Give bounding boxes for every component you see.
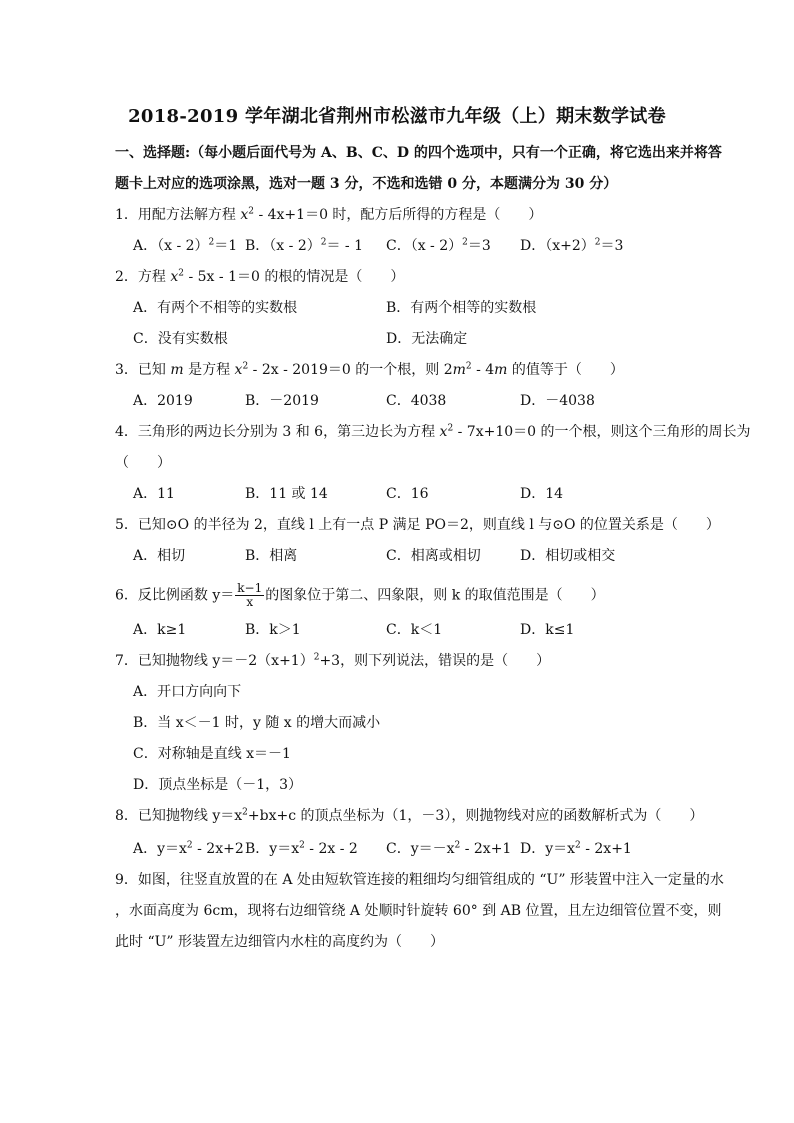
question-9-line1: 9．如图，往竖直放置的在 A 处由短软管连接的粗细均匀细管组成的 “U” 形装置中注入一定量的水	[115, 872, 724, 888]
q5-option-d: D．相切或相交	[520, 548, 616, 564]
q8-option-d: D．$y=x^2 - 2x+1$	[520, 840, 632, 857]
q2-option-b: B．有两个相等的实数根	[386, 300, 537, 316]
q2-option-a: A．有两个不相等的实数根	[133, 300, 298, 316]
q4-option-a: A．11	[133, 486, 175, 502]
question-1: 1．用配方法解方程 $x^2 - 4x+1=0$ 时，配方后所得的方程是（ ）	[115, 206, 543, 223]
q4-option-b: B．11 或 14	[245, 486, 328, 502]
page-title: 2018-2019 学年湖北省荆州市松滋市九年级（上）期末数学试卷	[128, 106, 666, 127]
q7-option-a: A．开口方向向下	[133, 684, 242, 700]
q7-option-c: C．对称轴是直线 x＝－1	[133, 746, 291, 762]
q6-option-c: C．k＜1	[386, 622, 443, 638]
q5-option-c: C．相离或相切	[386, 548, 481, 564]
q7-option-b: B．当 x＜－1 时，y 随 x 的增大而减小	[133, 715, 381, 731]
q1-option-a: A．（x - 2）$^2$＝1	[133, 237, 238, 254]
section-instructions-line1: 一、选择题:（每小题后面代号为 A、B、C、D 的四个选项中，只有一个正确，将它选出来并将答	[115, 145, 722, 161]
question-4-continuation: （ ）	[115, 455, 171, 471]
q2-option-d: D．无法确定	[386, 331, 468, 347]
q1-option-d: D．$(x+2)^2=3$	[520, 237, 624, 254]
section-instructions-line2: 题卡上对应的选项涂黑，选对一题 3 分，不选和选错 0 分，本题满分为 30 分）	[115, 176, 618, 192]
q6-option-d: D．k≤1	[520, 622, 575, 638]
q3-option-c: C．4038	[386, 393, 447, 409]
question-2: 2．方程 $x^2 - 5x - 1=0$ 的根的情况是（ ）	[115, 268, 405, 285]
question-7: 7．已知抛物线 $y=-2(x+1)^2+3$，则下列说法，错误的是（ ）	[115, 652, 551, 669]
q1-option-b: B．（x - 2）$^2$＝ - 1	[245, 237, 364, 254]
question-5: 5．已知⊙O 的半径为 2，直线 l 上有一点 P 满足 PO＝2，则直线 l 与⊙O 的位置关系是（ ）	[115, 517, 720, 533]
q4-option-c: C．16	[386, 486, 429, 502]
q2-option-c: C．没有实数根	[133, 331, 228, 347]
q1-option-c: C．（x - 2）$^2$＝3	[386, 237, 491, 254]
q5-option-b: B．相离	[245, 548, 298, 564]
q3-option-a: A．2019	[133, 393, 193, 409]
question-8: 8．已知抛物线 $y=x^2+bx+c$ 的顶点坐标为（1，－3），则抛物线对应的函数解析式为（ ）	[115, 807, 704, 824]
q6-option-a: A．k≥1	[133, 622, 187, 638]
q4-option-d: D．14	[520, 486, 564, 502]
fraction: $\frac{k-1}{x}$	[237, 581, 263, 609]
q7-option-d: D．顶点坐标是（－1，3）	[133, 777, 303, 793]
q5-option-a: A．相切	[133, 548, 186, 564]
q3-option-d: D．－4038	[520, 393, 595, 409]
question-6: 6．反比例函数 y＝ $\frac{k-1}{x}$ 的图象位于第二、四象限，则 k 的取值范围是（ ）	[115, 581, 605, 609]
question-9-line2: ，水面高度为 6cm，现将右边细管绕 A 处顺时针旋转 60° 到 AB 位置，且左边细管位置不变，则	[115, 903, 722, 919]
q8-option-a: A．$y=x^2 - 2x+2$	[133, 840, 244, 857]
q3-option-b: B．－2019	[245, 393, 319, 409]
question-4: 4．三角形的两边长分别为 3 和 6，第三边长为方程 $x^2 - 7x+10=0$ 的一个根，则这个三角形的周长为	[115, 423, 751, 440]
q8-option-c: C．$y=-x^2 - 2x+1$	[386, 840, 512, 857]
question-9-line3: 此时 “U” 形装置左边细管内水柱的高度约为（ ）	[115, 934, 445, 950]
q6-option-b: B．k＞1	[245, 622, 301, 638]
q8-option-b: B．$y=x^2 - 2x - 2$	[245, 840, 358, 857]
question-3: 3．已知 m 是方程 $x^2 - 2x - 2019=0$ 的一个根，则 $2m^2 - 4m$ 的值等于（ ）	[115, 361, 624, 378]
